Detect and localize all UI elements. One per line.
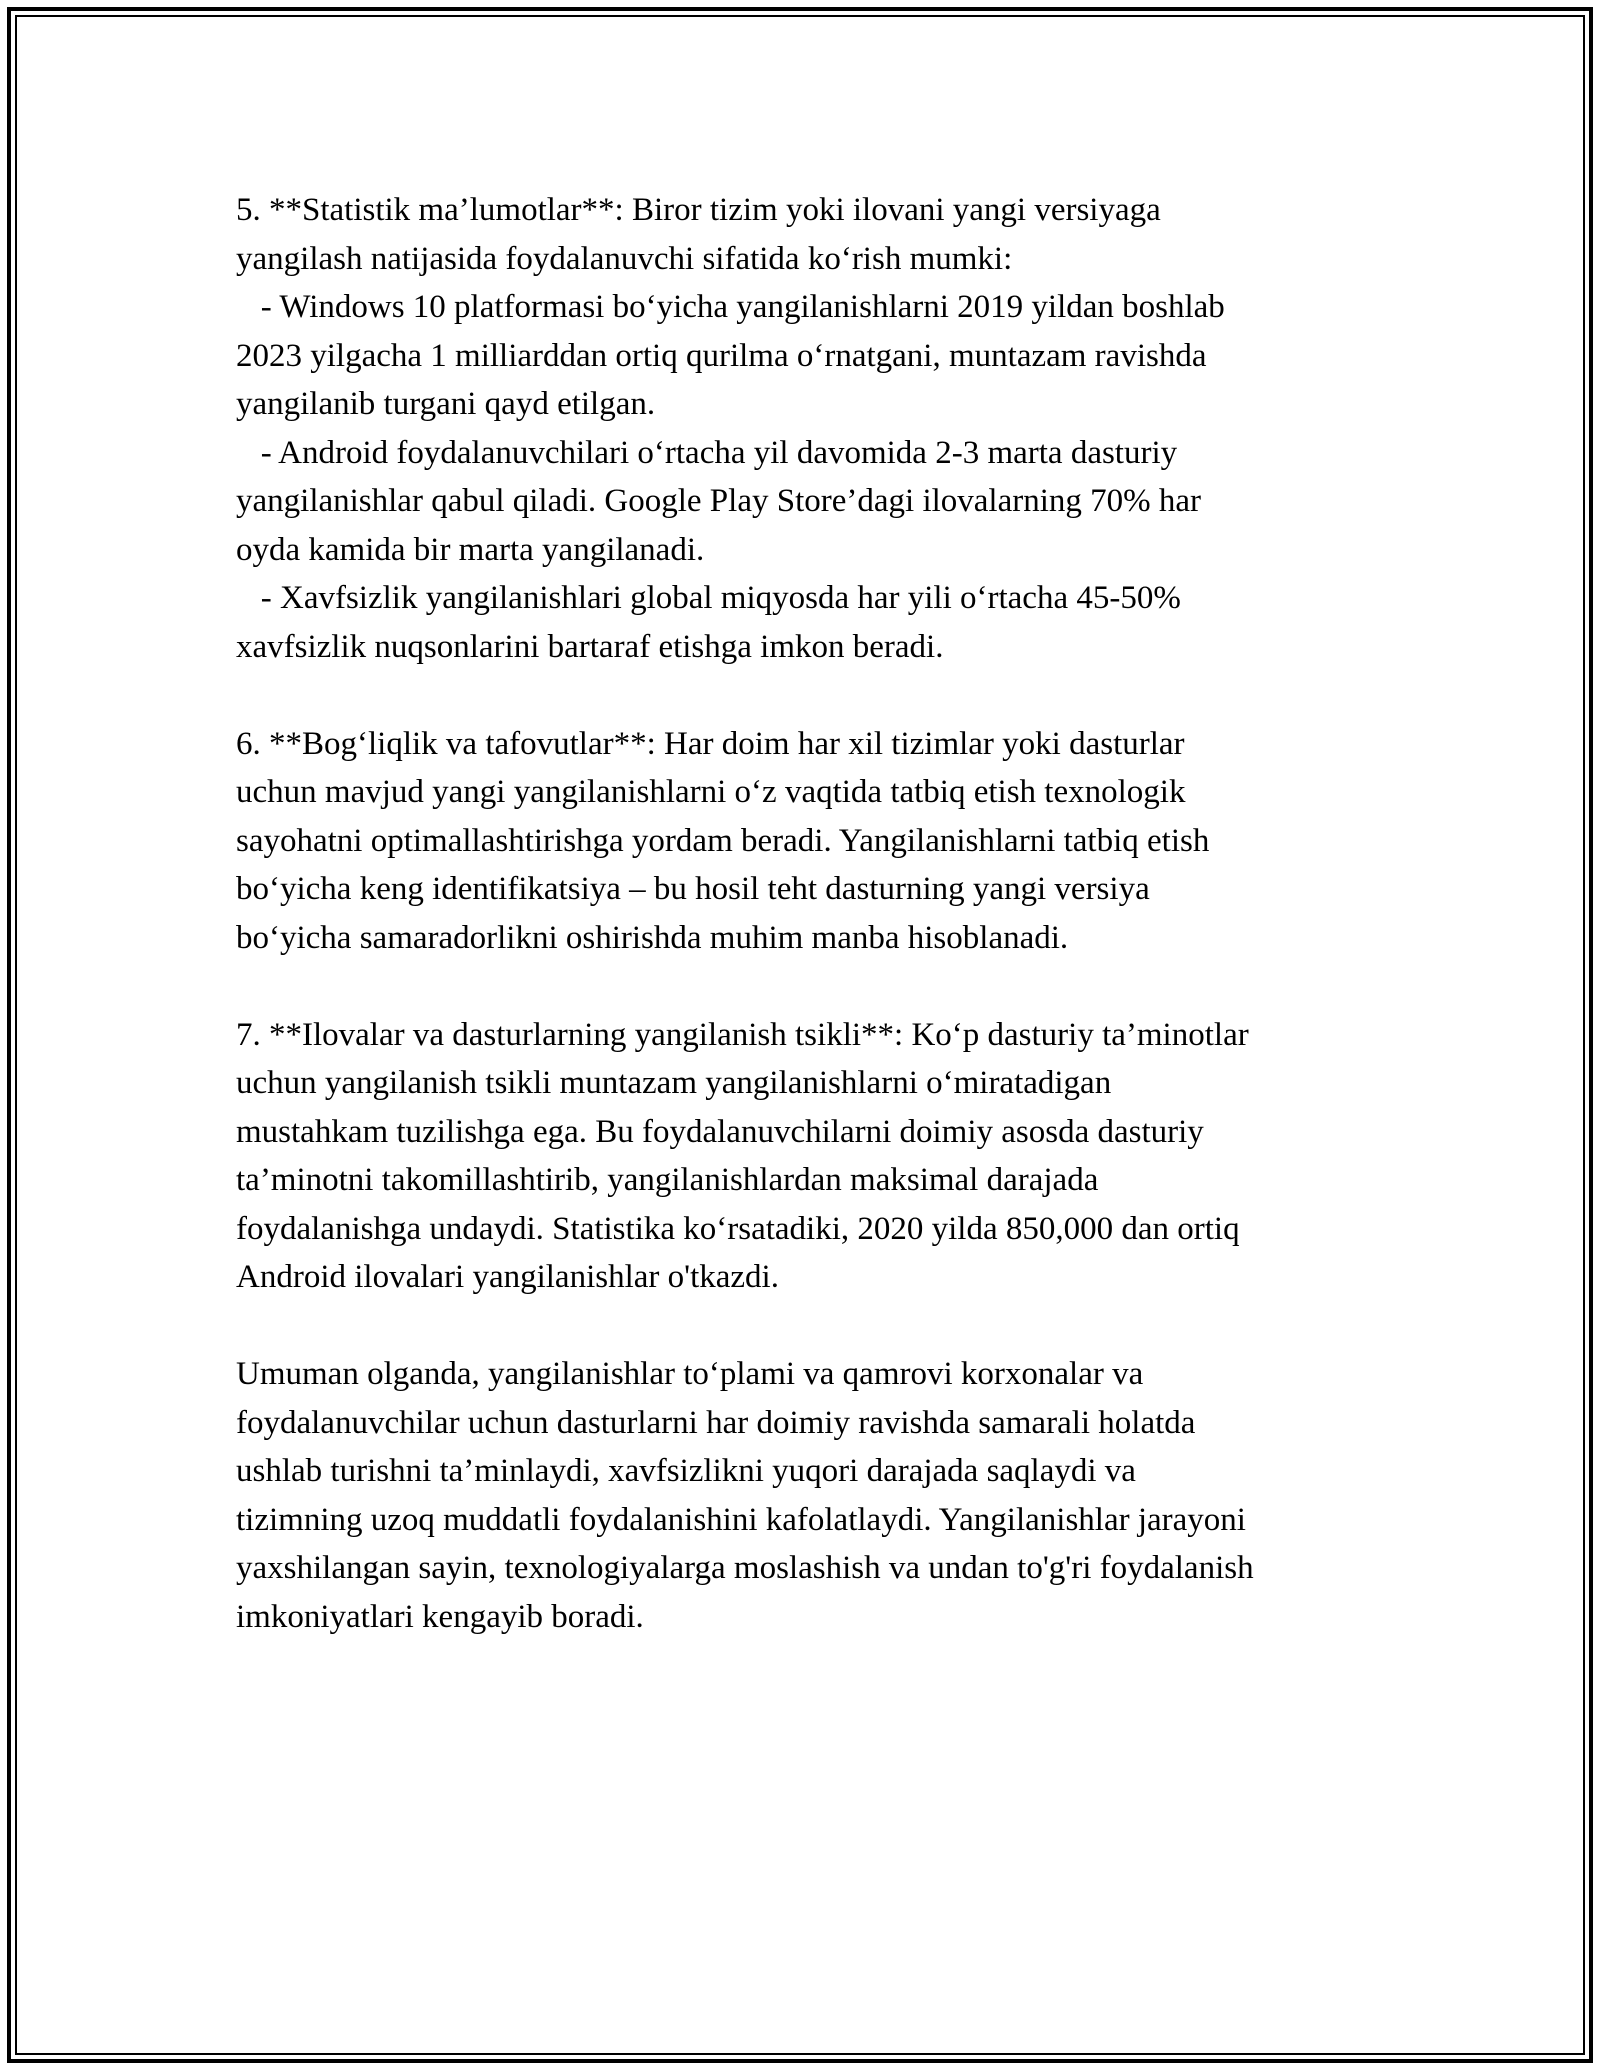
paragraph-dependencies [236,720,1376,963]
text-line: Android ilovalari yangilanishlar o'tkazdi. [236,1259,779,1295]
text-line: yangilash natijasida foydalanuvchi sifatida ko‘rish mumki: [236,240,1013,277]
text-line: 2023 yilgacha 1 milliarddan ortiq qurilma o‘rnatgani, muntazam ravishda [236,337,1207,374]
text-line: bo‘yicha samaradorlikni oshirishda muhim manba hisoblanadi. [236,919,1069,956]
paragraph-conclusion [236,1350,1376,1641]
text-line: xavfsizlik nuqsonlarini bartaraf etishga imkon beradi. [236,628,944,665]
text-line: imkoniyatlari kengayib boradi. [236,1598,644,1635]
text-line: ushlab turishni ta’minlaydi, xavfsizlikni yuqori darajada saqlaydi va [236,1453,1136,1489]
text-line: uchun yangilanish tsikli muntazam yangilanishlarni o‘miratadigan [236,1065,1112,1101]
text-line: - Xavfsizlik yangilanishlari global miqyosda har yili o‘rtacha 45-50% [236,580,1181,616]
text-line: - Windows 10 platformasi bo‘yicha yangilanishlarni 2019 yildan boshlab [236,289,1225,325]
text-line: mustahkam tuzilishga ega. Bu foydalanuvchilarni doimiy asosda dasturiy [236,1113,1204,1150]
text-line: oyda kamida bir marta yangilanadi. [236,531,705,568]
text-line: - Android foydalanuvchilari o‘rtacha yil davomida 2-3 marta dasturiy [236,434,1178,471]
text-line: tizimning uzoq muddatli foydalanishini kafolatlaydi. Yangilanishlar jarayoni [236,1501,1246,1538]
text-line: ta’minotni takomillashtirib, yangilanishlardan maksimal darajada [236,1162,1099,1198]
paragraph-statistics [236,186,1376,671]
document-body [236,186,1376,1690]
text-line: foydalanishga undaydi. Statistika ko‘rsatadiki, 2020 yilda 850,000 dan ortiq [236,1210,1240,1247]
text-line: yangilanishlar qabul qiladi. Google Play Store’dagi ilovalarning 70% har [236,483,1202,519]
text-line: sayohatni optimallashtirishga yordam beradi. Yangilanishlarni tatbiq etish [236,822,1210,859]
text-line: uchun mavjud yangi yangilanishlarni o‘z vaqtida tatbiq etish texnologik [236,774,1186,810]
text-line: 5. **Statistik ma’lumotlar**: Biror tizim yoki ilovani yangi versiyaga [236,192,1161,228]
text-line: bo‘yicha keng identifikatsiya – bu hosil teht dasturning yangi versiya [236,871,1150,907]
text-line: yangilanib turgani qayd etilgan. [236,386,656,422]
text-line: foydalanuvchilar uchun dasturlarni har doimiy ravishda samarali holatda [236,1404,1196,1441]
text-line: 7. **Ilovalar va dasturlarning yangilanish tsikli**: Ko‘p dasturiy ta’minotlar [236,1016,1249,1053]
text-line: Umuman olganda, yangilanishlar to‘plami va qamrovi korxonalar va [236,1356,1144,1392]
text-line: 6. **Bog‘liqlik va tafovutlar**: Har doim har xil tizimlar yoki dasturlar [236,725,1185,762]
text-line: yaxshilangan sayin, texnologiyalarga moslashish va undan to'g'ri foydalanish [236,1550,1254,1586]
paragraph-update-cycle [236,1011,1376,1302]
